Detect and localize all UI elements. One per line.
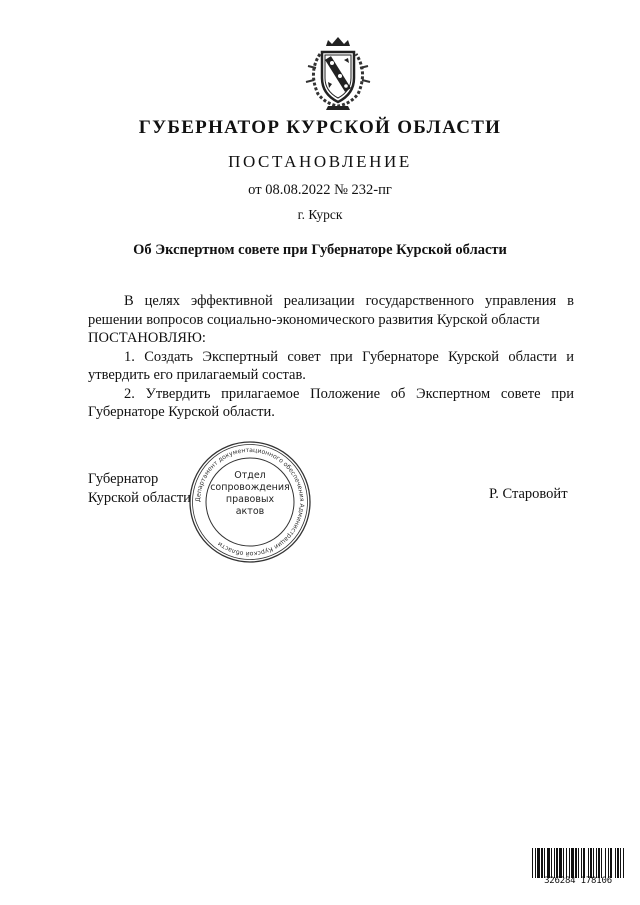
barcode-bar — [608, 848, 609, 878]
barcode-bar — [596, 848, 597, 878]
position-line-2: Курской области — [88, 489, 191, 506]
barcode-bar — [598, 848, 600, 878]
barcode-bar — [601, 848, 602, 878]
stamp-line-3: правовых — [225, 494, 275, 505]
barcode-bar — [581, 848, 582, 878]
barcode-bar — [623, 848, 624, 878]
intro-paragraph: В целях эффективной реализации государственного управления в решении вопросов социально-экономического развития Курской области — [88, 293, 574, 328]
item-2: 2. Утвердить прилагаемое Положение об Экспертном совете при Губернаторе Курской области. — [88, 385, 574, 420]
barcode-bar — [615, 848, 616, 878]
coat-of-arms-emblem — [298, 32, 378, 112]
stamp-inner-text — [205, 470, 295, 518]
barcode-number: 326284 178106 — [544, 876, 612, 886]
barcode-bar — [566, 848, 567, 878]
barcode-bar — [575, 848, 577, 878]
barcode-bar — [544, 848, 545, 878]
barcode-bar — [541, 848, 543, 878]
barcode-bar — [556, 848, 558, 878]
stamp-line-1: Отдел — [234, 470, 266, 481]
document-subject: Об Экспертном совете при Губернаторе Курской области — [133, 242, 507, 258]
document-title: ГУБЕРНАТОР КУРСКОЙ ОБЛАСТИ — [138, 117, 502, 138]
barcode-bar — [617, 848, 619, 878]
barcode-bar — [583, 848, 585, 878]
barcode-bar — [547, 848, 550, 878]
barcode-bar — [588, 848, 589, 878]
barcode-bar — [532, 848, 533, 878]
barcode-bar — [590, 848, 592, 878]
barcode — [532, 848, 624, 878]
barcode-bar — [620, 848, 621, 878]
date-and-number: от 08.08.2022 № 232-пг — [248, 182, 392, 198]
decree-word: ПОСТАНОВЛЯЮ: — [88, 330, 206, 346]
stamp-line-4: актов — [235, 506, 265, 517]
city: г. Курск — [297, 207, 343, 222]
barcode-bar — [578, 848, 579, 878]
item-1: 1. Создать Экспертный совет при Губернаторе Курской области и утвердить его прилагаемый состав. — [88, 348, 574, 383]
barcode-bar — [610, 848, 612, 878]
signatory-position — [88, 470, 191, 507]
stamp-line-2: сопровождения — [210, 482, 290, 493]
stamp-outer-text: Департамент документационного обеспечения Администрации Курской области — [194, 446, 306, 558]
document-type: ПОСТАНОВЛЕНИЕ — [228, 152, 412, 171]
document-body — [88, 292, 574, 422]
barcode-bar — [554, 848, 555, 878]
barcode-bar — [551, 848, 552, 878]
barcode-bar — [537, 848, 540, 878]
barcode-bar — [571, 848, 574, 878]
signatory-name: Р. Старовойт — [489, 486, 568, 502]
barcode-bar — [605, 848, 606, 878]
barcode-bar — [569, 848, 570, 878]
barcode-bar — [593, 848, 594, 878]
barcode-bar — [559, 848, 562, 878]
barcode-bar — [563, 848, 564, 878]
barcode-bar — [535, 848, 536, 878]
position-line-1: Губернатор — [88, 471, 159, 487]
